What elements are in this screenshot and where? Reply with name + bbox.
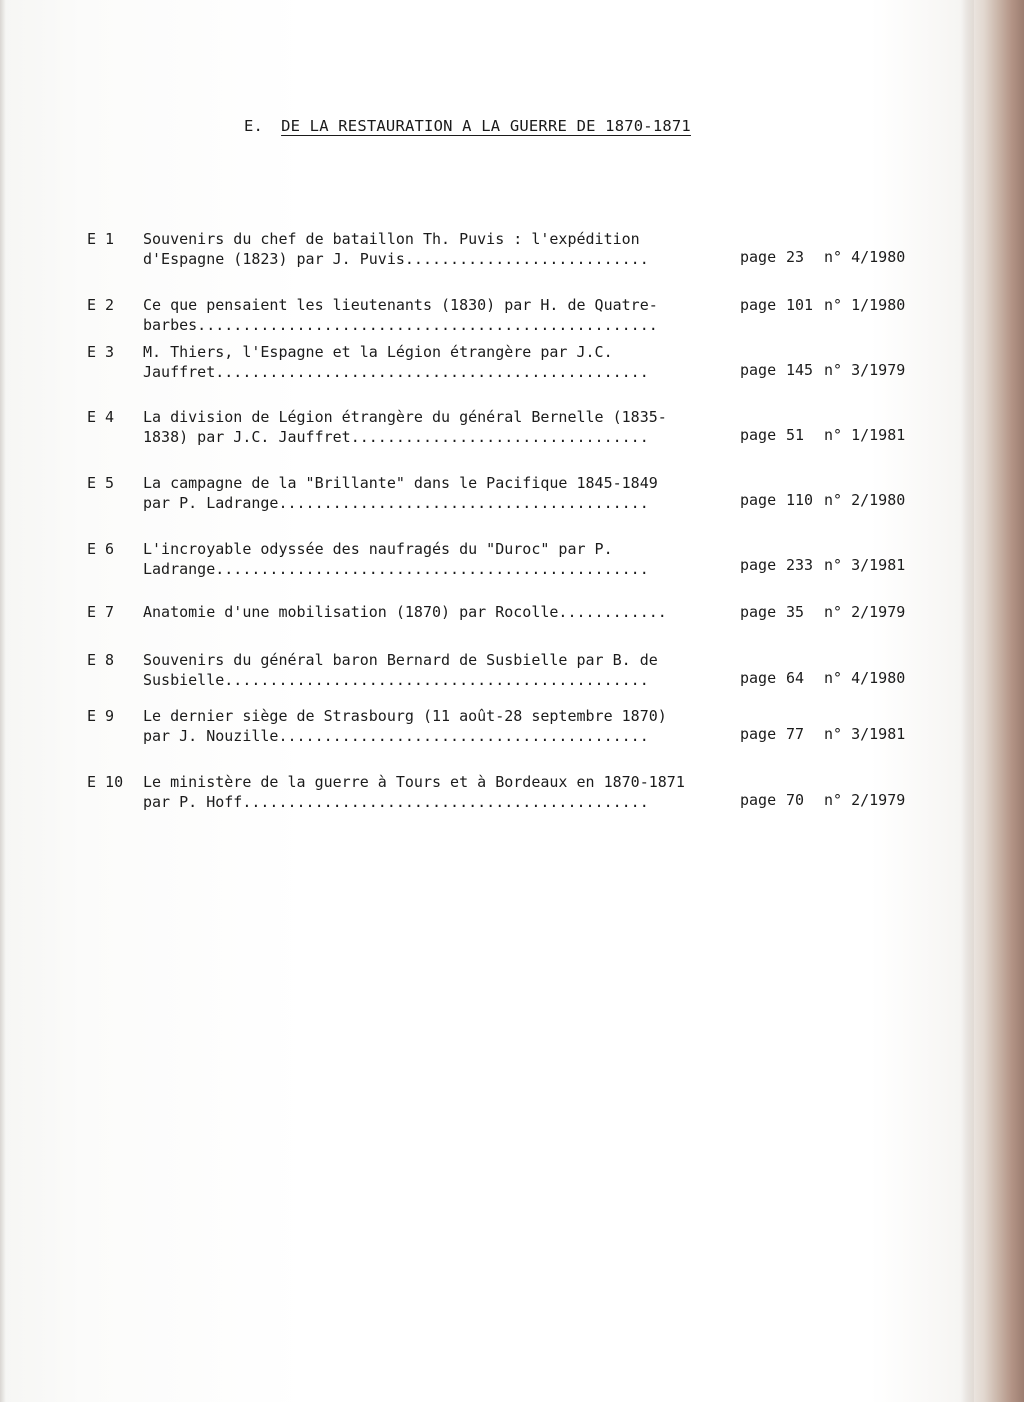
page-label: page — [740, 725, 777, 743]
entry-reference — [740, 790, 905, 810]
entry-title — [143, 229, 649, 269]
page-label: page — [740, 603, 777, 621]
issue-number: n° 4/1980 — [824, 248, 906, 266]
entry-line-1: Ce que pensaient les lieutenants (1830) par H. de Quatre- — [143, 296, 658, 314]
entry-title — [143, 706, 667, 746]
section-title: DE LA RESTAURATION A LA GUERRE DE 1870-1871 — [281, 117, 691, 135]
entry-line-2: Ladrange................................................ — [143, 560, 649, 578]
page-number: 35 — [786, 603, 805, 621]
entry-code: E 2 — [87, 296, 115, 314]
entry-reference — [740, 295, 905, 315]
page-label: page — [740, 669, 777, 687]
page-number: 233 — [786, 556, 814, 574]
entry-code: E 8 — [87, 651, 115, 669]
entry-title — [143, 295, 658, 335]
page-number: 64 — [786, 669, 805, 687]
entry-reference — [740, 360, 905, 380]
page-label: page — [740, 791, 777, 809]
entry-e10 — [0, 772, 1024, 872]
section-letter: E. — [244, 117, 264, 135]
page-label: page — [740, 248, 777, 266]
entry-title — [143, 407, 667, 447]
entry-code: E 4 — [87, 408, 115, 426]
entry-code: E 9 — [87, 707, 115, 725]
page-label: page — [740, 361, 777, 379]
entry-code: E 3 — [87, 343, 115, 361]
entry-title — [143, 772, 685, 812]
page-label: page — [740, 491, 777, 509]
issue-number: n° 2/1979 — [824, 791, 906, 809]
entry-code: E 7 — [87, 603, 115, 621]
entry-code: E 10 — [87, 773, 124, 791]
page-number: 110 — [786, 491, 814, 509]
issue-number: n° 2/1979 — [824, 603, 906, 621]
entry-code: E 6 — [87, 540, 115, 558]
entry-reference — [740, 247, 905, 267]
entry-line-2: par J. Nouzille......................................... — [143, 727, 649, 745]
entry-line-1: La division de Légion étrangère du général Bernelle (1835- — [143, 408, 667, 426]
entry-line-1: Le ministère de la guerre à Tours et à Bordeaux en 1870-1871 — [143, 773, 685, 791]
entry-line-1: Souvenirs du général baron Bernard de Susbielle par B. de — [143, 651, 658, 669]
section-heading — [244, 117, 691, 135]
issue-number: n° 4/1980 — [824, 669, 906, 687]
page-label: page — [740, 556, 777, 574]
entry-line-2: Jauffret................................................ — [143, 363, 649, 381]
entry-line-2: 1838) par J.C. Jauffret................................. — [143, 428, 649, 446]
entry-line-2: Susbielle............................................... — [143, 671, 649, 689]
entry-line-1: M. Thiers, l'Espagne et la Légion étrangère par J.C. — [143, 343, 613, 361]
page-label: page — [740, 426, 777, 444]
entry-reference — [740, 668, 905, 688]
issue-number: n° 2/1980 — [824, 491, 906, 509]
entry-line-2: par P. Ladrange......................................... — [143, 494, 649, 512]
entry-code: E 5 — [87, 474, 115, 492]
entry-reference — [740, 602, 905, 622]
entry-title — [143, 342, 649, 382]
entry-line-1: Le dernier siège de Strasbourg (11 août-28 septembre 1870) — [143, 707, 667, 725]
entry-line-2: par P. Hoff............................................. — [143, 793, 649, 811]
page-number: 101 — [786, 296, 814, 314]
entry-title — [143, 602, 667, 622]
entry-title — [143, 473, 658, 513]
entry-reference — [740, 724, 905, 744]
issue-number: n° 1/1980 — [824, 296, 906, 314]
entry-line-1: La campagne de la "Brillante" dans le Pacifique 1845-1849 — [143, 474, 658, 492]
entry-title — [143, 650, 658, 690]
entry-title — [143, 539, 649, 579]
page-number: 51 — [786, 426, 805, 444]
issue-number: n° 1/1981 — [824, 426, 906, 444]
entry-code: E 1 — [87, 230, 115, 248]
page-number: 70 — [786, 791, 805, 809]
entry-line-1: L'incroyable odyssée des naufragés du "Duroc" par P. — [143, 540, 613, 558]
page-label: page — [740, 296, 777, 314]
entry-reference — [740, 425, 905, 445]
page-number: 23 — [786, 248, 805, 266]
entry-reference — [740, 555, 905, 575]
entry-line-1: Anatomie d'une mobilisation (1870) par Rocolle............ — [143, 603, 667, 621]
page-number: 145 — [786, 361, 814, 379]
entry-line-2: d'Espagne (1823) par J. Puvis........................... — [143, 250, 649, 268]
issue-number: n° 3/1981 — [824, 556, 906, 574]
issue-number: n° 3/1979 — [824, 361, 906, 379]
page-number: 77 — [786, 725, 805, 743]
issue-number: n° 3/1981 — [824, 725, 906, 743]
entry-line-2: barbes................................................... — [143, 316, 658, 334]
entry-line-1: Souvenirs du chef de bataillon Th. Puvis : l'expédition — [143, 230, 640, 248]
entry-reference — [740, 490, 905, 510]
